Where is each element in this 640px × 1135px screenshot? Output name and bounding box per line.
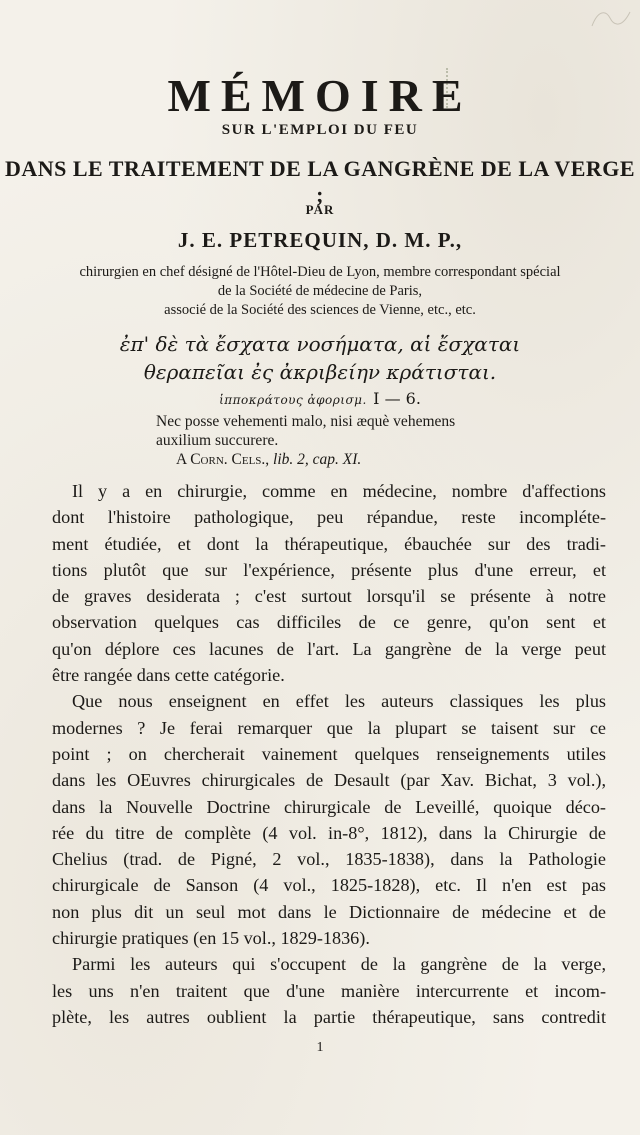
greek-epigraph-reference: I — 6. (373, 389, 421, 408)
body-line: point ; on chercherait vainement quelques renseignements utiles (52, 743, 606, 764)
latin-epigraph-line: Nec posse vehementi malo, nisi æquè vehemens (156, 413, 456, 430)
credentials-line: associé de la Société des sciences de Vienne, etc., etc. (164, 302, 476, 318)
latin-epigraph-reference: lib. 2, cap. XI. (273, 451, 362, 468)
document-subtitle-1: SUR L'EMPLOI DU FEU (221, 122, 419, 138)
body-line: tions plutôt que sur l'expérience, présente plus d'une erreur, et (52, 559, 606, 580)
body-line: dans les OEuvres chirurgicales de Desault (par Xav. Bichat, 3 vol.), (52, 770, 606, 791)
body-line: Il y a en chirurgie, comme en médecine, nombre d'affections (72, 481, 606, 501)
latin-epigraph-line: auxilium succurere. (156, 432, 279, 449)
body-line: Que nous enseignent en effet les auteurs classiques les plus (72, 691, 606, 712)
greek-epigraph (0, 330, 640, 411)
body-line: chirurgicale de Sanson (4 vol., 1825-1828), etc. Il n'en est pas (52, 875, 606, 896)
body-text (52, 478, 606, 1030)
author-credentials (0, 263, 640, 320)
body-line: dans la Nouvelle Doctrine chirurgicale de Leveillé, quoique déco- (52, 796, 606, 817)
credentials-line: de la Société de médecine de Paris, (217, 283, 423, 299)
body-line: Chelius (trad. de Pigné, 2 vol., 1835-1838), dans la Pathologie (52, 849, 606, 870)
body-line: dont l'histoire pathologique, peu répandue, reste incompléte- (52, 507, 606, 528)
body-line: être rangée dans cette catégorie. (52, 665, 285, 686)
body-line: observation quelques cas difficiles de ce genre, qu'on sent et (52, 612, 606, 633)
author-name: J. E. PETREQUIN, D. M. P., (177, 228, 463, 252)
document-subtitle-2: DANS LE TRAITEMENT DE LA GANGRÈNE DE LA VERGE ; (4, 156, 636, 207)
page-number: 1 (316, 1040, 324, 1055)
body-line: chirurgie pratiques (en 15 vol., 1829-1836). (52, 928, 370, 949)
by-line-label: PAR (305, 202, 335, 217)
body-line: modernes ? Je ferai remarquer que la plupart se taisent sur ce (52, 717, 606, 738)
greek-epigraph-source: ἱπποκράτους ἀφορισμ. (219, 393, 367, 407)
body-line: rée du titre de complète (4 vol. in-8°, 1812), dans la Chirurgie de (52, 822, 606, 843)
body-line: plète, les autres oublient la partie thérapeutique, sans contredit (52, 1006, 606, 1027)
body-line: les uns n'en traitent que d'une manière intercurrente et incom- (52, 980, 606, 1001)
credentials-line: chirurgien en chef désigné de l'Hôtel-Dieu de Lyon, membre correspondant spécial (79, 264, 561, 280)
body-line: Parmi les auteurs qui s'occupent de la gangrène de la verge, (72, 954, 606, 975)
greek-epigraph-attribution (0, 386, 640, 411)
body-line: de graves desiderata ; c'est surtout lorsqu'il se présente à notre (52, 586, 606, 607)
latin-epigraph (156, 412, 576, 469)
latin-epigraph-attribution (156, 450, 576, 469)
latin-epigraph-author: A Corn. Cels., (176, 451, 270, 468)
margin-scribble (588, 4, 634, 32)
greek-epigraph-line: θεραπεῖαι ἐς ἀκριβείην κράτισται. (143, 360, 497, 384)
body-line: non plus dit un seul mot dans le Dictionnaire de médecine et de (52, 901, 606, 922)
body-line: ment étudiée, et dont la thérapeutique, ébauchée sur des tradi- (52, 533, 606, 554)
document-title: MÉMOIRE (167, 70, 473, 121)
greek-epigraph-line: ἐπ' δὲ τὰ ἔσχατα νοσήματα, αἱ ἔσχαται (119, 332, 521, 356)
body-line: qu'on déplore ces lacunes de l'art. La gangrène de la verge peut (52, 638, 606, 659)
